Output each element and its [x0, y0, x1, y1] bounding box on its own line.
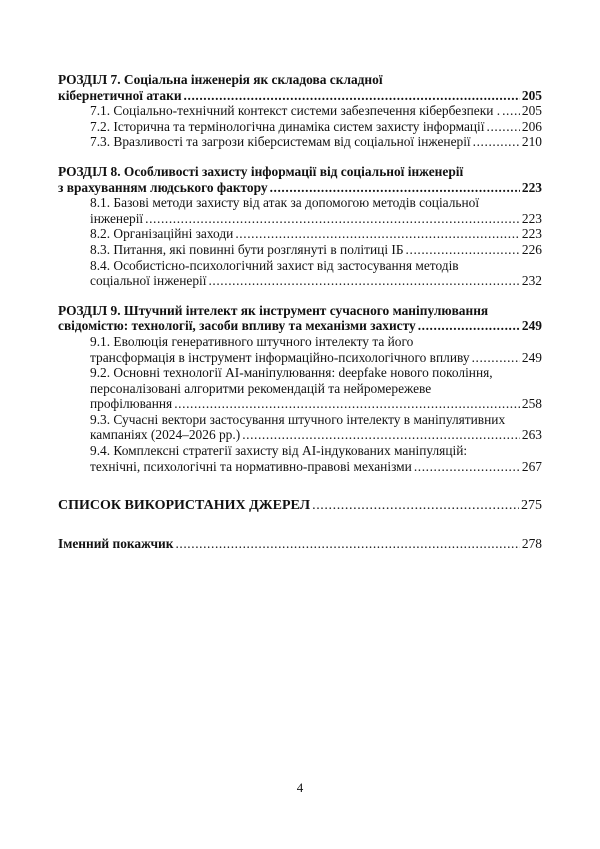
- toc-heading-text: РОЗДІЛ 7. Соціальна інженерія як складова складної: [58, 72, 383, 87]
- toc-page-number: 223: [521, 226, 542, 242]
- toc-page-number: 275: [521, 498, 542, 514]
- dot-leader: [145, 211, 520, 227]
- toc-section-9: [58, 303, 542, 475]
- dot-leader: [242, 427, 520, 443]
- page-number: 4: [296, 780, 304, 795]
- toc-entry-line: [58, 334, 542, 350]
- dot-leader: [208, 273, 519, 289]
- toc-page-number: 206: [521, 118, 542, 134]
- toc-heading-text: Іменний покажчик: [58, 535, 174, 551]
- toc-entry-text: соціальної інженерії: [90, 273, 207, 289]
- toc-heading-entry[interactable]: [58, 318, 542, 334]
- toc-entry[interactable]: [58, 211, 542, 227]
- toc-entry-text: інженерії: [90, 210, 144, 226]
- dot-leader: [406, 242, 520, 258]
- toc-page-number: 232: [521, 273, 542, 289]
- dot-leader: [270, 180, 520, 196]
- toc-entry-line: [58, 258, 542, 274]
- toc-entry-line: [58, 412, 542, 428]
- toc-entry[interactable]: [58, 226, 542, 242]
- toc-page-number: 258: [521, 396, 542, 412]
- dot-leader: [175, 536, 519, 552]
- toc-heading-entry[interactable]: [58, 180, 542, 196]
- dot-leader: [174, 396, 520, 412]
- toc-page-number: 249: [521, 318, 542, 334]
- toc-page-number: 223: [521, 210, 542, 226]
- toc-entry-text: кампаніях (2024–2026 рр.): [90, 427, 241, 443]
- dot-leader: [472, 350, 520, 366]
- toc-entry[interactable]: [58, 242, 542, 258]
- dot-leader: [235, 226, 520, 242]
- toc-heading-line: [58, 303, 542, 319]
- toc-heading-text: свідомістю: технології, засоби впливу та механізми захисту: [58, 318, 416, 334]
- dot-leader: [418, 318, 520, 334]
- toc-entry[interactable]: [58, 427, 542, 443]
- toc-section-8: [58, 164, 542, 289]
- toc-page-number: 205: [521, 103, 542, 119]
- toc-heading-text: з врахуванням людського фактору: [58, 179, 268, 195]
- toc-entry-text: 7.3. Вразливості та загрози кіберсистемам від соціальної інженерії: [90, 134, 471, 150]
- toc-heading-text: РОЗДІЛ 9. Штучний інтелект як інструмент сучасного маніпулювання: [58, 302, 489, 318]
- toc-heading-entry[interactable]: [58, 88, 542, 104]
- toc-entry-line: [58, 365, 542, 381]
- toc-entry-text: 9.4. Комплексні стратегії захисту від AI-індукованих маніпуляцій:: [90, 443, 468, 459]
- toc-entry[interactable]: [58, 134, 542, 150]
- toc-references-entry[interactable]: [58, 498, 542, 514]
- toc-entry-text: 8.3. Питання, які повинні бути розглянуті в політиці ІБ: [90, 241, 404, 257]
- toc-heading-text: РОЗДІЛ 8. Особливості захисту інформації від соціальної інженерії: [58, 163, 464, 179]
- toc-entry-line: [58, 443, 542, 459]
- dot-leader: [502, 103, 520, 119]
- toc-heading-text: СПИСОК ВИКОРИСТАНИХ ДЖЕРЕЛ: [58, 498, 311, 514]
- toc-page-number: 249: [521, 349, 542, 365]
- toc-entry[interactable]: [58, 119, 542, 135]
- toc-entry[interactable]: [58, 396, 542, 412]
- toc-entry-text: 7.2. Історична та термінологічна динаміка систем захисту інформації: [90, 118, 485, 134]
- toc-page-number: 263: [521, 427, 542, 443]
- toc-entry-text: технічні, психологічні та нормативно-правові механізми: [90, 458, 412, 474]
- toc-entry-text: 8.1. Базові методи захисту від атак за допомогою методів соціальної: [90, 195, 480, 211]
- toc-entry[interactable]: [58, 459, 542, 475]
- toc-page-number: 278: [521, 535, 542, 551]
- toc-heading-text: кібернетичної атаки: [58, 87, 182, 103]
- table-of-contents: [58, 72, 542, 551]
- toc-entry[interactable]: [58, 103, 542, 119]
- dot-leader: [414, 459, 520, 475]
- toc-page-number: 210: [521, 134, 542, 150]
- dot-leader: [473, 134, 520, 150]
- toc-page-number: 223: [521, 179, 542, 195]
- dot-leader: [312, 498, 519, 514]
- toc-heading-line: [58, 164, 542, 180]
- toc-entry-text: 8.2. Організаційні заходи: [90, 226, 234, 242]
- toc-entry-text: 9.2. Основні технології AI-маніпулювання: deepfake нового покоління,: [90, 365, 493, 381]
- toc-entry-text: персоналізовані алгоритми рекомендацій та нейромережеве: [90, 380, 432, 396]
- toc-entry-line: [58, 381, 542, 397]
- toc-entry-text: 7.1. Соціально-технічний контекст системи забезпечення кібербезпеки .: [90, 103, 501, 119]
- dot-leader: [487, 119, 520, 135]
- dot-leader: [184, 88, 520, 104]
- toc-heading-line: [58, 72, 542, 88]
- toc-page-number: 205: [521, 87, 542, 103]
- toc-entry-text: трансформація в інструмент інформаційно-психологічного впливу: [90, 349, 470, 365]
- toc-entry[interactable]: [58, 350, 542, 366]
- toc-index-entry[interactable]: [58, 536, 542, 552]
- toc-entry-text: 9.3. Сучасні вектори застосування штучного інтелекту в маніпулятивних: [90, 411, 506, 427]
- toc-entry-text: 9.1. Еволюція генеративного штучного інтелекту та його: [90, 333, 414, 349]
- toc-page-number: 226: [521, 241, 542, 257]
- toc-entry-text: профілювання: [90, 396, 173, 412]
- toc-entry-line: [58, 195, 542, 211]
- toc-entry-text: 8.4. Особистісно-психологічний захист від застосування методів: [90, 257, 459, 273]
- toc-section-7: [58, 72, 542, 150]
- toc-entry[interactable]: [58, 273, 542, 289]
- toc-page-number: 267: [521, 458, 542, 474]
